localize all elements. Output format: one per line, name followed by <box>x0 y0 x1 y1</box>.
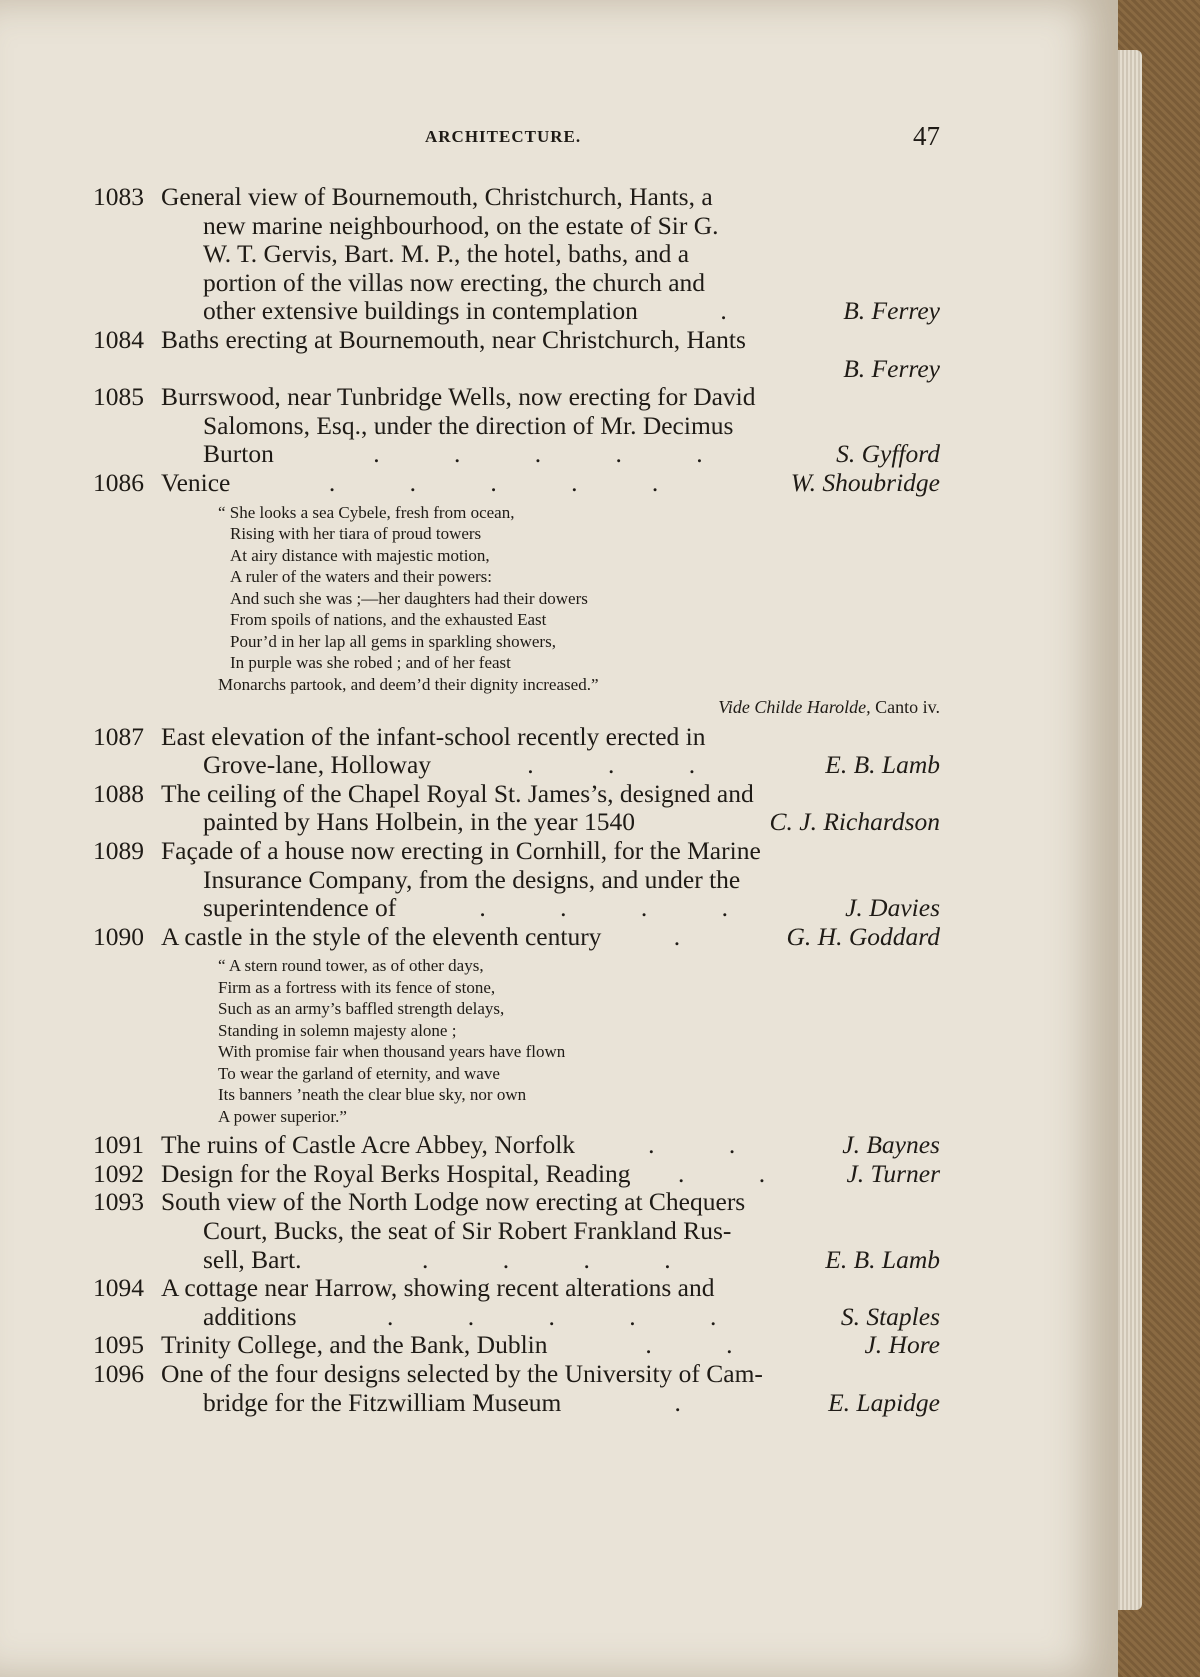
verse-line: In purple was she robed ; and of her feast <box>230 653 511 673</box>
leader-dots: . . . <box>527 751 730 780</box>
entry-text: A cottage near Harrow, showing recent alterations and <box>161 1273 715 1303</box>
entry-line <box>93 1389 940 1418</box>
verse-line: Its banners ’neath the clear blue sky, nor own <box>218 1085 527 1105</box>
entry-line <box>93 808 940 837</box>
entry-text: Trinity College, and the Bank, Dublin <box>161 1330 548 1360</box>
entry-text: Design for the Royal Berks Hospital, Reading <box>161 1158 631 1188</box>
entry-number: 1083 <box>93 182 144 211</box>
entry-text: Façade of a house now erecting in Cornhill, for the Marine <box>161 835 761 865</box>
artist-name: J. Turner <box>846 1158 940 1188</box>
artist-name: E. B. Lamb <box>825 750 940 780</box>
entry-text: bridge for the Fitzwilliam Museum <box>203 1387 562 1417</box>
entry-text: sell, Bart. <box>203 1244 302 1274</box>
catalogue-entry <box>93 1160 940 1189</box>
entry-text: Court, Bucks, the seat of Sir Robert Frankland Rus- <box>203 1216 732 1246</box>
verse-line: Pour’d in her lap all gems in sparkling showers, <box>230 631 556 651</box>
verse-line: To wear the garland of eternity, and wave <box>218 1063 500 1083</box>
entry-line <box>93 1131 940 1160</box>
verse-line: Monarchs partook, and deem’d their dignity increased.” <box>218 674 599 694</box>
catalogue-entry <box>93 723 940 780</box>
catalogue-entry <box>93 1188 940 1274</box>
entry-text: East elevation of the infant-school recently erected in <box>161 721 706 751</box>
entry-line <box>93 1246 940 1275</box>
catalogue-entry <box>93 469 940 719</box>
entry-line <box>93 1303 940 1332</box>
verse-line: “ She looks a sea Cybele, fresh from ocean, <box>218 502 515 522</box>
entry-text: Burton <box>203 439 274 469</box>
entry-number: 1088 <box>93 778 144 808</box>
entry-text: Salomons, Esq., under the direction of Mr. Decimus <box>203 410 734 440</box>
entry-text: Grove-lane, Holloway <box>203 750 432 780</box>
artist-name: B. Ferrey <box>843 353 940 383</box>
entry-text: One of the four designs selected by the University of Cam- <box>161 1359 763 1389</box>
verse-line: A power superior.” <box>218 1106 347 1126</box>
artist-name: G. H. Goddard <box>786 921 940 951</box>
source-canto: Canto iv. <box>870 697 940 718</box>
entry-line <box>93 297 940 326</box>
entry-text: A castle in the style of the eleventh century <box>161 921 602 951</box>
artist-name: B. Ferrey <box>843 296 940 326</box>
catalogue-entries <box>93 183 940 1417</box>
catalogue-entry <box>93 1331 940 1360</box>
entry-text: The ruins of Castle Acre Abbey, Norfolk <box>161 1130 576 1160</box>
entry-line <box>93 1160 940 1189</box>
entry-number: 1095 <box>93 1330 144 1360</box>
page-number: 47 <box>913 121 940 151</box>
catalogue-entry <box>93 837 940 923</box>
verse-line: Rising with her tiara of proud towers <box>230 524 482 544</box>
catalogue-entry <box>93 1131 940 1160</box>
verse-line: “ A stern round tower, as of other days, <box>218 956 484 976</box>
catalogue-entry <box>93 1274 940 1331</box>
catalogue-entry <box>93 923 940 1128</box>
catalogue-entry <box>93 326 940 383</box>
leader-dots: . . . . . <box>328 468 693 497</box>
leader-dots: . <box>720 297 761 326</box>
artist-name: J. Baynes <box>842 1130 940 1160</box>
entry-line <box>93 751 940 780</box>
entry-text: General view of Bournemouth, Christchurch, Hants, a <box>161 182 713 211</box>
entry-number: 1094 <box>93 1273 144 1303</box>
artist-name: E. B. Lamb <box>825 1244 940 1274</box>
verse-source <box>218 697 940 719</box>
entry-line <box>93 894 940 923</box>
verse-line: Such as an army’s baffled strength delays, <box>218 999 505 1019</box>
leader-dots: . <box>673 922 715 951</box>
entry-text: Burrswood, near Tunbridge Wells, now erecting for David <box>161 382 756 412</box>
entry-line <box>93 440 940 469</box>
catalogue-entry <box>93 183 940 326</box>
entry-text: other extensive buildings in contemplation <box>203 296 638 326</box>
leader-dots: . . . . . <box>386 1302 751 1331</box>
artist-name: S. Staples <box>840 1301 940 1331</box>
entry-text: painted by Hans Holbein, in the year 1540 <box>203 807 635 837</box>
entry-line <box>93 469 940 498</box>
leader-dots: . <box>674 1388 715 1417</box>
verse-line: At airy distance with majestic motion, <box>230 545 490 565</box>
verse-line: Standing in solemn majesty alone ; <box>218 1020 457 1040</box>
verse-line: Firm as a fortress with its fence of stone, <box>218 977 496 997</box>
entry-text: South view of the North Lodge now erecting at Chequers <box>161 1187 746 1217</box>
entry-text: superintendence of <box>203 893 397 923</box>
entry-text: additions <box>203 1301 297 1331</box>
entry-text: portion of the villas now erecting, the church and <box>203 267 706 297</box>
artist-name: C. J. Richardson <box>769 807 940 837</box>
verse-line: With promise fair when thousand years have flown <box>218 1042 566 1062</box>
verse-line: A ruler of the waters and their powers: <box>230 567 492 587</box>
verse-line: From spoils of nations, and the exhausted East <box>230 610 547 630</box>
artist-name: E. Lapidge <box>828 1387 940 1417</box>
entry-number: 1090 <box>93 921 144 951</box>
entry-text: new marine neighbourhood, on the estate of Sir G. <box>203 210 719 240</box>
leader-dots: . . . . <box>422 1245 705 1274</box>
entry-text: The ceiling of the Chapel Royal St. James’s, designed and <box>161 778 754 808</box>
entry-number: 1086 <box>93 467 144 497</box>
leader-dots: . . . . <box>479 894 763 923</box>
quoted-verse <box>93 955 940 1127</box>
entry-number: 1085 <box>93 382 144 412</box>
entry-line <box>93 326 940 355</box>
entry-text: W. T. Gervis, Bart. M. P., the hotel, baths, and a <box>203 239 690 269</box>
entry-text: Venice <box>161 467 231 497</box>
catalogue-entry <box>93 383 940 469</box>
entry-number: 1091 <box>93 1130 144 1160</box>
artist-name: S. Gyfford <box>836 439 940 469</box>
catalogue-entry <box>93 1360 940 1417</box>
source-title: Vide Childe Harolde, <box>718 697 871 718</box>
entry-number: 1093 <box>93 1187 144 1217</box>
entry-text: Baths erecting at Bournemouth, near Christchurch, Hants <box>161 324 746 354</box>
entry-number: 1087 <box>93 721 144 751</box>
artist-name: J. Hore <box>864 1330 940 1360</box>
leader-dots: . . <box>645 1331 767 1360</box>
entry-number: 1096 <box>93 1359 144 1389</box>
catalogue-entry <box>93 780 940 837</box>
running-head: ARCHITECTURE. <box>425 127 582 146</box>
entry-line <box>93 1331 940 1360</box>
entry-number: 1089 <box>93 835 144 865</box>
entry-number: 1084 <box>93 324 144 354</box>
artist-name: W. Shoubridge <box>790 467 940 497</box>
entry-line <box>93 923 940 952</box>
entry-text: Insurance Company, from the designs, and under the <box>203 864 741 894</box>
artist-name: J. Davies <box>845 893 940 923</box>
leader-dots: . . . . . <box>373 440 737 469</box>
entry-number: 1092 <box>93 1158 144 1188</box>
leader-dots: . . <box>648 1131 770 1160</box>
quoted-verse <box>93 502 940 719</box>
leader-dots: . . <box>677 1159 800 1188</box>
page-header <box>160 121 940 157</box>
verse-line: And such she was ;—her daughters had their dowers <box>230 588 588 608</box>
